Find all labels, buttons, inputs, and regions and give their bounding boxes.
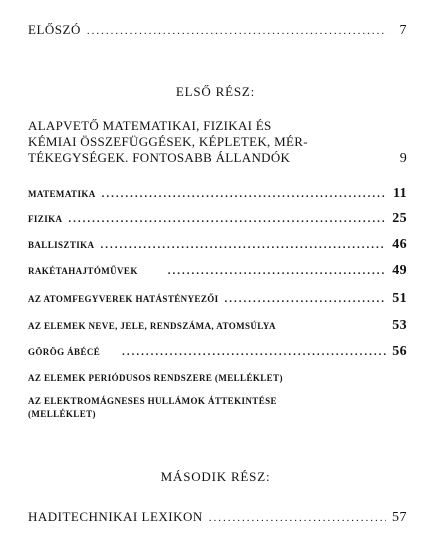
toc-entry-elemek[interactable]	[28, 318, 407, 334]
part1-title-line2: KÉMIAI ÖSSZEFÜGGÉSEK, KÉPLETEK, MÉR-	[28, 134, 308, 149]
toc-entry-label: AZ ELEMEK NEVE, JELE, RENDSZÁMA, ATOMSÚLYA	[28, 321, 276, 331]
toc-entry-page: 56	[392, 344, 407, 359]
part1-title[interactable]	[28, 118, 407, 167]
toc-entry-page: 49	[392, 263, 407, 278]
toc-entry-matematika[interactable]	[28, 186, 407, 202]
toc-entry-label: RAKÉTAHAJTÓMŰVEK	[28, 266, 138, 276]
part1-title-line1: ALAPVETŐ MATEMATIKAI, FIZIKAI ÉS	[28, 118, 272, 133]
toc-entry-label: MATEMATIKA	[28, 189, 96, 199]
leader-dots	[68, 213, 386, 225]
toc-entry-fizika[interactable]	[28, 211, 407, 227]
toc-entry-page: 7	[399, 23, 407, 38]
toc-entry-label: ELŐSZÓ	[28, 22, 81, 37]
em-waves-line1: AZ ELEKTROMÁGNESES HULLÁMOK ÁTTEKINTÉSE	[28, 396, 277, 406]
leader-dots	[100, 239, 386, 251]
toc-entry-eloszo[interactable]	[28, 22, 407, 39]
leader-dots	[87, 25, 387, 37]
toc-entry-page: 51	[392, 291, 407, 306]
toc-entry-em-waves[interactable]	[28, 395, 407, 421]
part1-title-page: 9	[399, 151, 407, 166]
leader-dots	[102, 188, 387, 200]
leader-dots	[209, 512, 386, 524]
toc-entry-label: FIZIKA	[28, 214, 63, 224]
leader-dots	[122, 346, 386, 358]
toc-entry-periodic[interactable]: AZ ELEMEK PERIÓDUSOS RENDSZERE (MELLÉKLET)	[28, 373, 283, 383]
toc-entry-label: GÖRÖG ÁBÉCÉ	[28, 347, 101, 357]
toc-entry-label: HADITECHNIKAI LEXIKON	[28, 509, 203, 524]
toc-entry-label: AZ ATOMFEGYVEREK HATÁSTÉNYEZŐI	[28, 294, 219, 304]
toc-entry-lexikon[interactable]	[28, 509, 407, 526]
toc-entry-gorog[interactable]	[28, 344, 407, 360]
part2-heading: MÁSODIK RÉSZ:	[160, 469, 271, 484]
toc-entry-atomfegyverek[interactable]	[28, 291, 407, 307]
toc-entry-page: 46	[392, 237, 407, 252]
toc-entry-label: BALLISZTIKA	[28, 240, 95, 250]
toc-entry-page: 25	[392, 211, 407, 226]
leader-dots	[168, 265, 386, 277]
leader-dots	[225, 293, 387, 305]
part1-title-line3: TÉKEGYSÉGEK. FONTOSABB ÁLLANDÓK	[28, 150, 291, 165]
toc-entry-page: 57	[392, 510, 407, 525]
toc-entry-page: 53	[392, 318, 407, 333]
em-waves-line2: (MELLÉKLET)	[28, 409, 96, 419]
toc-entry-raketahajtomuvek[interactable]	[28, 263, 407, 279]
toc-entry-page: 11	[392, 186, 407, 201]
part1-heading: ELSŐ RÉSZ:	[175, 84, 256, 99]
toc-entry-ballisztika[interactable]	[28, 237, 407, 253]
